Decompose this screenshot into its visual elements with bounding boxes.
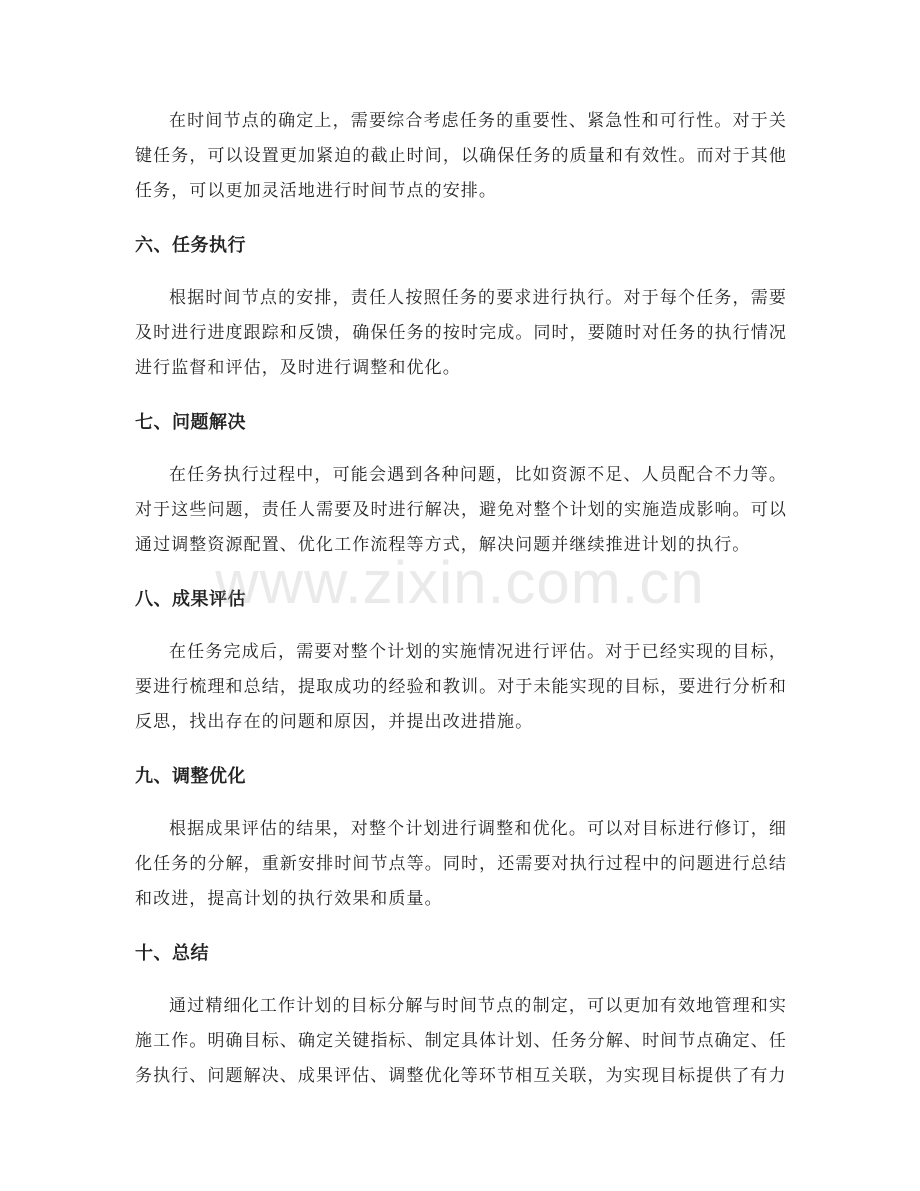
document-body xyxy=(135,104,787,1094)
paragraph-time-nodes: 在时间节点的确定上，需要综合考虑任务的重要性、紧急性和可行性。对于关键任务，可以设置更加紧迫的截止时间，以确保任务的质量和有效性。而对于其他任务，可以更加灵活地进行时间节点的安排。 xyxy=(135,111,787,201)
paragraph-result-evaluation: 在任务完成后，需要对整个计划的实施情况进行评估。对于已经实现的目标，要进行梳理和总结，提取成功的经验和教训。对于未能实现的目标，要进行分析和反思，找出存在的问题和原因，并提出改进措施。 xyxy=(135,642,787,732)
section-heading-summary: 十、总结 xyxy=(135,943,209,964)
section-heading-task-execution: 六、任务执行 xyxy=(135,235,246,256)
paragraph-summary: 通过精细化工作计划的目标分解与时间节点的制定，可以更加有效地管理和实施工作。明确目标、确定关键指标、制定具体计划、任务分解、时间节点确定、任务执行、问题解决、成果评估、调整优化等环节相互关联，为实现目标提供了有力 xyxy=(135,996,787,1086)
section-heading-result-evaluation: 八、成果评估 xyxy=(135,589,246,610)
paragraph-adjust-optimize: 根据成果评估的结果，对整个计划进行调整和优化。可以对目标进行修订，细化任务的分解，重新安排时间节点等。同时，还需要对执行过程中的问题进行总结和改进，提高计划的执行效果和质量。 xyxy=(135,819,787,909)
section-heading-adjust-optimize: 九、调整优化 xyxy=(135,766,246,787)
paragraph-problem-solving: 在任务执行过程中，可能会遇到各种问题，比如资源不足、人员配合不力等。对于这些问题，责任人需要及时进行解决，避免对整个计划的实施造成影响。可以通过调整资源配置、优化工作流程等方式，解决问题并继续推进计划的执行。 xyxy=(135,465,787,555)
watermark-text: www.zixin.com.cn xyxy=(215,549,705,616)
paragraph-task-execution: 根据时间节点的安排，责任人按照任务的要求进行执行。对于每个任务，需要及时进行进度跟踪和反馈，确保任务的按时完成。同时，要随时对任务的执行情况进行监督和评估，及时进行调整和优化。 xyxy=(135,288,787,378)
section-heading-problem-solving: 七、问题解决 xyxy=(135,412,246,433)
